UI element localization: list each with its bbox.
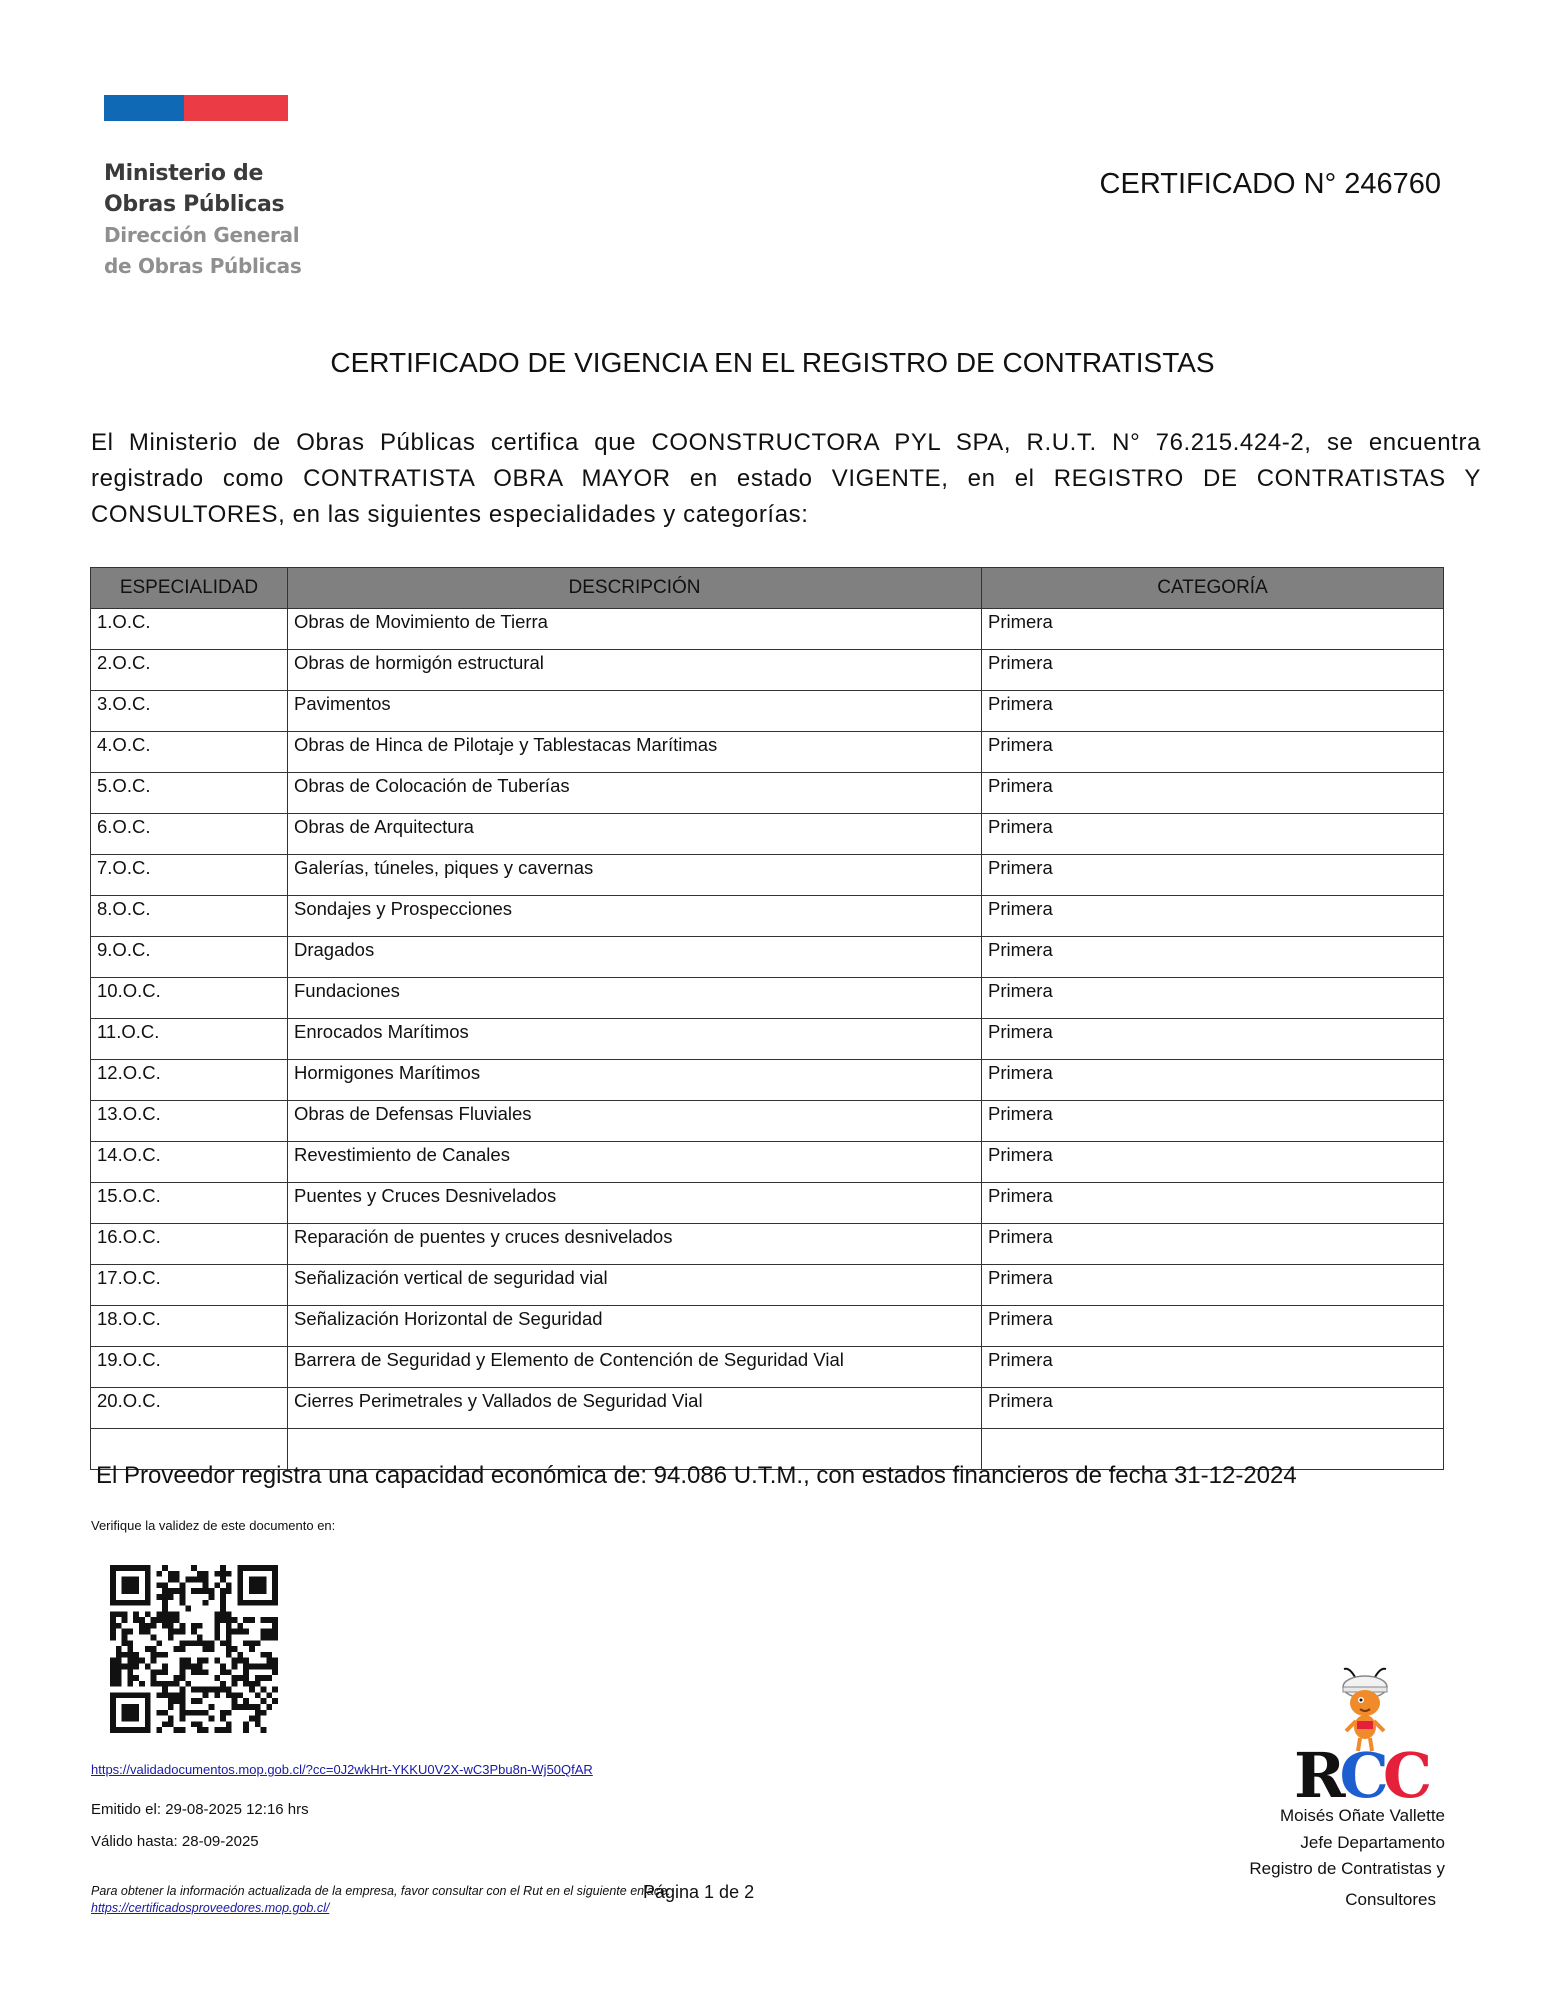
table-row (91, 609, 1444, 650)
logo-line-1: Ministerio de (104, 161, 264, 186)
cell-categoria: Primera (982, 1183, 1444, 1224)
cell-descripcion: Dragados (288, 937, 982, 978)
cell-descripcion: Cierres Perimetrales y Vallados de Seguridad Vial (288, 1388, 982, 1429)
cell-categoria: Primera (982, 896, 1444, 937)
table-row (91, 1265, 1444, 1306)
cell-descripcion: Pavimentos (288, 691, 982, 732)
cell-descripcion: Galerías, túneles, piques y cavernas (288, 855, 982, 896)
cell-categoria: Primera (982, 855, 1444, 896)
table-row (91, 978, 1444, 1019)
economic-capacity: El Proveedor registra una capacidad económica de: 94.086 U.T.M., con estados financieros de fecha 31-12-2024 (96, 1462, 1297, 1489)
rcc-letter-c1: C (1339, 1739, 1383, 1812)
table-row (91, 896, 1444, 937)
logo-line-2: Obras Públicas (104, 192, 285, 217)
cell-categoria: Primera (982, 1019, 1444, 1060)
ministry-logo (104, 158, 301, 282)
logo-line-4: de Obras Públicas (104, 254, 302, 278)
cell-descripcion: Revestimiento de Canales (288, 1142, 982, 1183)
cell-categoria: Primera (982, 1060, 1444, 1101)
cell-especialidad: 18.O.C. (91, 1306, 288, 1347)
table-row (91, 1347, 1444, 1388)
rcc-letter-r: R (1294, 1739, 1340, 1812)
cell-especialidad: 5.O.C. (91, 773, 288, 814)
cell-descripcion: Enrocados Marítimos (288, 1019, 982, 1060)
table-row (91, 773, 1444, 814)
table-row (91, 691, 1444, 732)
table-row (91, 855, 1444, 896)
valid-until-date: Válido hasta: 28-09-2025 (91, 1833, 259, 1850)
cell-categoria: Primera (982, 609, 1444, 650)
logo-line-3: Dirección General (104, 223, 300, 247)
cell-especialidad: 17.O.C. (91, 1265, 288, 1306)
cell-categoria: Primera (982, 650, 1444, 691)
cell-descripcion: Sondajes y Prospecciones (288, 896, 982, 937)
verify-label: Verifique la validez de este documento en: (91, 1518, 336, 1533)
cell-especialidad: 16.O.C. (91, 1224, 288, 1265)
intro-paragraph: El Ministerio de Obras Públicas certifica que COONSTRUCTORA PYL SPA, R.U.T. N° 76.215.424-2, se encuentra registrado como CONTRATISTA OBRA MAYOR en estado VIGENTE, en el REGISTRO DE CONTRATISTAS Y CONSULTORES, en las siguientes especialidades y categorías: (91, 429, 1481, 528)
cell-descripcion: Obras de Arquitectura (288, 814, 982, 855)
table-row (91, 1142, 1444, 1183)
table-row (91, 1101, 1444, 1142)
cell-categoria: Primera (982, 814, 1444, 855)
header-especialidad: ESPECIALIDAD (91, 568, 288, 609)
cell-especialidad: 20.O.C. (91, 1388, 288, 1429)
cell-especialidad: 19.O.C. (91, 1347, 288, 1388)
cell-descripcion: Fundaciones (288, 978, 982, 1019)
table-row (91, 1060, 1444, 1101)
cell-categoria: Primera (982, 691, 1444, 732)
table-body (91, 609, 1444, 1470)
cell-especialidad: 13.O.C. (91, 1101, 288, 1142)
cell-descripcion: Obras de Hinca de Pilotaje y Tablestacas Marítimas (288, 732, 982, 773)
footer-note (91, 1883, 671, 1917)
cell-descripcion: Reparación de puentes y cruces desnivelados (288, 1224, 982, 1265)
cell-especialidad: 15.O.C. (91, 1183, 288, 1224)
rcc-logo (1294, 1739, 1427, 1812)
table-row (91, 650, 1444, 691)
cell-categoria: Primera (982, 1388, 1444, 1429)
signatory-dept-line2: Consultores (1345, 1889, 1436, 1909)
cell-categoria: Primera (982, 1142, 1444, 1183)
header-categoria: CATEGORÍA (982, 568, 1444, 609)
verify-link[interactable]: https://validadocumentos.mop.gob.cl/?cc=0J2wkHrt-YKKU0V2X-wC3Pbu8n-Wj50QfAR (91, 1762, 593, 1777)
cell-especialidad: 10.O.C. (91, 978, 288, 1019)
signature-block (1185, 1803, 1445, 1913)
cell-categoria: Primera (982, 1306, 1444, 1347)
table-row (91, 732, 1444, 773)
cell-especialidad: 2.O.C. (91, 650, 288, 691)
table-row (91, 1224, 1444, 1265)
cell-categoria: Primera (982, 1224, 1444, 1265)
table-row (91, 937, 1444, 978)
table-header-row (91, 568, 1444, 609)
table-row (91, 1306, 1444, 1347)
cell-descripcion: Señalización Horizontal de Seguridad (288, 1306, 982, 1347)
cell-descripcion: Puentes y Cruces Desnivelados (288, 1183, 982, 1224)
cell-descripcion: Barrera de Seguridad y Elemento de Contención de Seguridad Vial (288, 1347, 982, 1388)
table-row (91, 814, 1444, 855)
cell-especialidad: 9.O.C. (91, 937, 288, 978)
flag-red-segment (184, 95, 288, 121)
cell-categoria: Primera (982, 1265, 1444, 1306)
table-row (91, 1388, 1444, 1429)
cell-descripcion: Obras de hormigón estructural (288, 650, 982, 691)
cell-especialidad: 14.O.C. (91, 1142, 288, 1183)
certificate-number: CERTIFICADO N° 246760 (1099, 168, 1441, 200)
cell-descripcion: Señalización vertical de seguridad vial (288, 1265, 982, 1306)
issued-date: Emitido el: 29-08-2025 12:16 hrs (91, 1801, 309, 1818)
cell-especialidad: 6.O.C. (91, 814, 288, 855)
rcc-letter-c2: C (1382, 1739, 1427, 1812)
footer-note-text: Para obtener la información actualizada de la empresa, favor consultar con el Rut en el siguiente enlace: (91, 1884, 671, 1898)
cell-especialidad: 11.O.C. (91, 1019, 288, 1060)
cell-descripcion: Obras de Defensas Fluviales (288, 1101, 982, 1142)
cell-categoria: Primera (982, 1347, 1444, 1388)
cell-especialidad: 1.O.C. (91, 609, 288, 650)
table-row (91, 1019, 1444, 1060)
cell-especialidad: 4.O.C. (91, 732, 288, 773)
cell-especialidad: 12.O.C. (91, 1060, 288, 1101)
page-number: Página 1 de 2 (643, 1882, 755, 1902)
header-descripcion: DESCRIPCIÓN (288, 568, 982, 609)
cell-categoria: Primera (982, 773, 1444, 814)
cell-especialidad: 7.O.C. (91, 855, 288, 896)
flag-blue-segment (104, 95, 184, 121)
table-row (91, 1183, 1444, 1224)
cell-categoria: Primera (982, 1101, 1444, 1142)
document-title: CERTIFICADO DE VIGENCIA EN EL REGISTRO DE CONTRATISTAS (330, 347, 1215, 378)
cell-especialidad: 3.O.C. (91, 691, 288, 732)
cell-categoria: Primera (982, 978, 1444, 1019)
government-flag-bar (104, 95, 288, 121)
signatory-dept-line1: Registro de Contratistas y (1249, 1859, 1445, 1878)
cell-descripcion: Obras de Movimiento de Tierra (288, 609, 982, 650)
cell-descripcion: Obras de Colocación de Tuberías (288, 773, 982, 814)
cell-especialidad: 8.O.C. (91, 896, 288, 937)
cell-categoria: Primera (982, 732, 1444, 773)
specialties-table (90, 567, 1444, 1470)
cell-categoria: Primera (982, 937, 1444, 978)
qr-code-icon (110, 1565, 278, 1733)
signatory-role: Jefe Departamento (1300, 1832, 1445, 1852)
cell-descripcion: Hormigones Marítimos (288, 1060, 982, 1101)
footer-link[interactable]: https://certificadosproveedores.mop.gob.cl/ (91, 1901, 330, 1915)
signatory-name: Moisés Oñate Vallette (1279, 1806, 1445, 1825)
